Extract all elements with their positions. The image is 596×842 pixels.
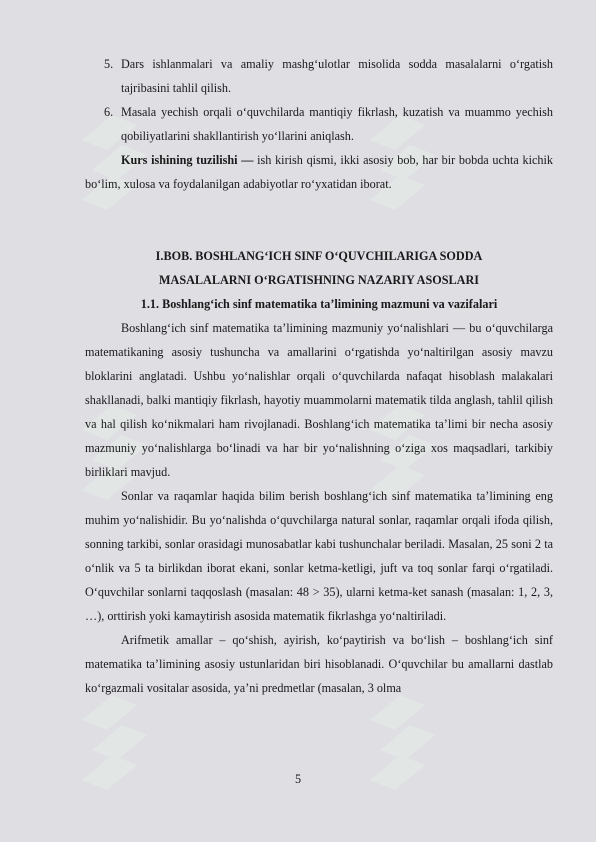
body-paragraph: Boshlang‘ich sinf matematika ta’limining mazmuniy yo‘nalishlari — bu o‘quvchilarga matematikaning asosiy tushuncha va amallarini o‘rgatishda yo‘naltirilgan asosiy mavzu bloklarini anglatadi. Ushbu yo‘nalishlar orqali o‘quvchilarda nafaqat hisoblash malakalari shakllanadi, balki mantiqiy fikrlash, hayotiy muammolarni matematik tilda anglash, tahlil qilish va hal qilish ko‘nikmalari ham rivojlanadi. Boshlang‘ich matematika ta’limi bir necha asosiy mazmuniy yo‘nalishlarga bo‘linadi va har bir yo‘nalishning o‘ziga xos maqsadlari, tarkibiy birliklari mavjud. <box>85 321 553 479</box>
list-number: 6. <box>104 105 114 119</box>
list-number: 5. <box>104 57 114 71</box>
section-heading: 1.1. Boshlang‘ich sinf matematika ta’limining mazmuni va vazifalari <box>140 297 498 311</box>
spacer <box>85 196 553 244</box>
list-item <box>85 52 553 100</box>
structure-lead: Kurs ishining tuzilishi — <box>121 153 254 167</box>
body-paragraph: Sonlar va raqamlar haqida bilim berish boshlang‘ich sinf matematika ta’limining eng muhim yo‘nalishidir. Bu yo‘nalishda o‘quvchilarga natural sonlar, raqamlar orqali ifoda qilish, sonning tarkibi, sonlar orasidagi munosabatlar kabi tushunchalar beriladi. Masalan, 25 soni 2 ta o‘nlik va 5 ta birlikdan iborat ekani, sonlar ketma-ketligi, juft va toq sonlar farqi o‘rgatiladi. O‘quvchilar sonlarni taqqoslash (masalan: 48 > 35), ularni ketma-ket sanash (masalan: 1, 2, 3, …), orttirish yoki kamaytirish asosida matematik fikrlashga yo‘naltiriladi. <box>85 489 553 623</box>
body-paragraph: Arifmetik amallar – qo‘shish, ayirish, ko‘paytirish va bo‘lish – boshlang‘ich sinf matematika ta’limining asosiy ustunlaridan biri hisoblanadi. O‘quvchilar bu amallarni dastlab ko‘rgazmali vositalar asosida, ya’ni predmetlar (masalan, 3 olma <box>85 633 553 695</box>
chapter-heading-line-1: I.BOB. BOSHLANG‘ICH SINF O‘QUVCHILARIGA SODDA <box>155 249 483 263</box>
page-number: 5 <box>294 772 302 786</box>
structure-paragraph <box>85 148 553 196</box>
list-text: Masala yechish orqali o‘quvchilarda mantiqiy fikrlash, kuzatish va muammo yechish qobiliyatlarini shakllantirish yo‘llarini aniqlash. <box>121 105 553 143</box>
chapter-heading-line-2: MASALALARNI O‘RGATISHNING NAZARIY ASOSLARI <box>159 273 479 287</box>
structure-text: ish kirish qismi, ikki asosiy bob, har bir bobda uchta kichik bo‘lim, xulosa va foydalanilgan adabiyotlar ro‘yxatidan iborat. <box>85 153 553 191</box>
list-text: Dars ishlanmalari va amaliy mashg‘ulotlar misolida sodda masalalarni o‘rgatish tajribasini tahlil qilish. <box>121 57 553 95</box>
list-item <box>85 100 553 148</box>
page-content <box>85 52 553 700</box>
